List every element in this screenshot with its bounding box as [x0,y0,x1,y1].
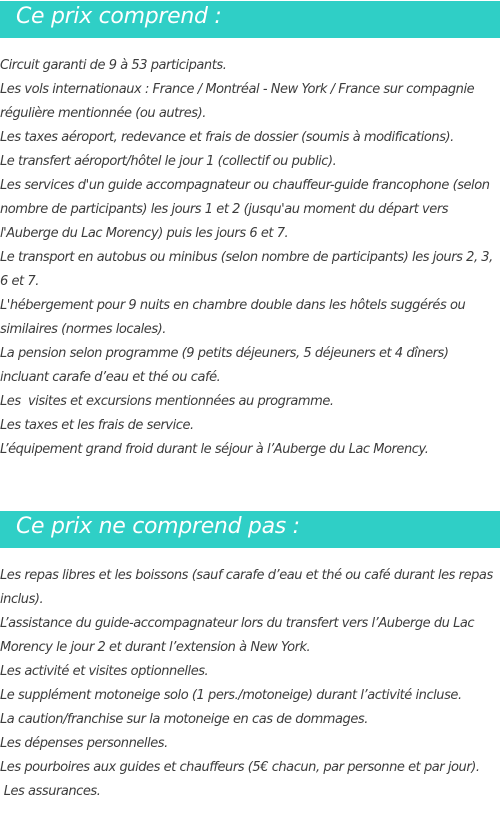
excludes-title: Ce prix ne comprend pas : [16,514,300,539]
includes-item: Circuit garanti de 9 à 53 participants. [0,58,227,73]
includes-item: Les vols internationaux : France / Montréal - New York / France sur compagnie régulière mentionnée (ou autres). [0,82,478,121]
excludes-item: Les pourboires aux guides et chauffeurs (5€ chacun, par personne et par jour). [0,760,480,775]
excludes-item: La caution/franchise sur la motoneige en cas de dommages. [0,712,368,727]
excludes-item: Les activité et visites optionnelles. [0,664,209,679]
excludes-item: Les dépenses personnelles. [0,736,168,751]
includes-item: L’équipement grand froid durant le séjour à l’Auberge du Lac Morency. [0,442,429,457]
excludes-item: Les assurances. [0,784,101,799]
includes-item: Le transport en autobus ou minibus (selon nombre de participants) les jours 2, 3, 6 et 7. [0,250,497,289]
excludes-item: Les repas libres et les boissons (sauf carafe d’eau et thé ou café durant les repas inclus). [0,568,497,607]
includes-title: Ce prix comprend : [16,4,222,29]
includes-item: Les taxes aéroport, redevance et frais de dossier (soumis à modifications). [0,130,454,145]
includes-item: Les visites et excursions mentionnées au programme. [0,394,334,409]
excludes-list [0,564,500,804]
includes-list [0,54,500,462]
excludes-item: Le supplément motoneige solo (1 pers./motoneige) durant l’activité incluse. [0,688,462,703]
includes-item: Les taxes et les frais de service. [0,418,194,433]
excludes-item: L’assistance du guide-accompagnateur lors du transfert vers l’Auberge du Lac Morency le jour 2 et durant l’extension à New York. [0,616,478,655]
excludes-header [0,511,500,548]
includes-item: Les services d'un guide accompagnateur ou chauffeur-guide francophone (selon nombre de participants) les jours 1 et 2 (jusqu'au moment du départ vers l'Auberge du Lac Morency) puis les jours 6 et 7. [0,178,494,241]
includes-item: L'hébergement pour 9 nuits en chambre double dans les hôtels suggérés ou similaires (normes locales). [0,298,469,337]
includes-item: Le transfert aéroport/hôtel le jour 1 (collectif ou public). [0,154,337,169]
includes-header [0,1,500,38]
includes-item: La pension selon programme (9 petits déjeuners, 5 déjeuners et 4 dîners) incluant carafe d’eau et thé ou café. [0,346,453,385]
